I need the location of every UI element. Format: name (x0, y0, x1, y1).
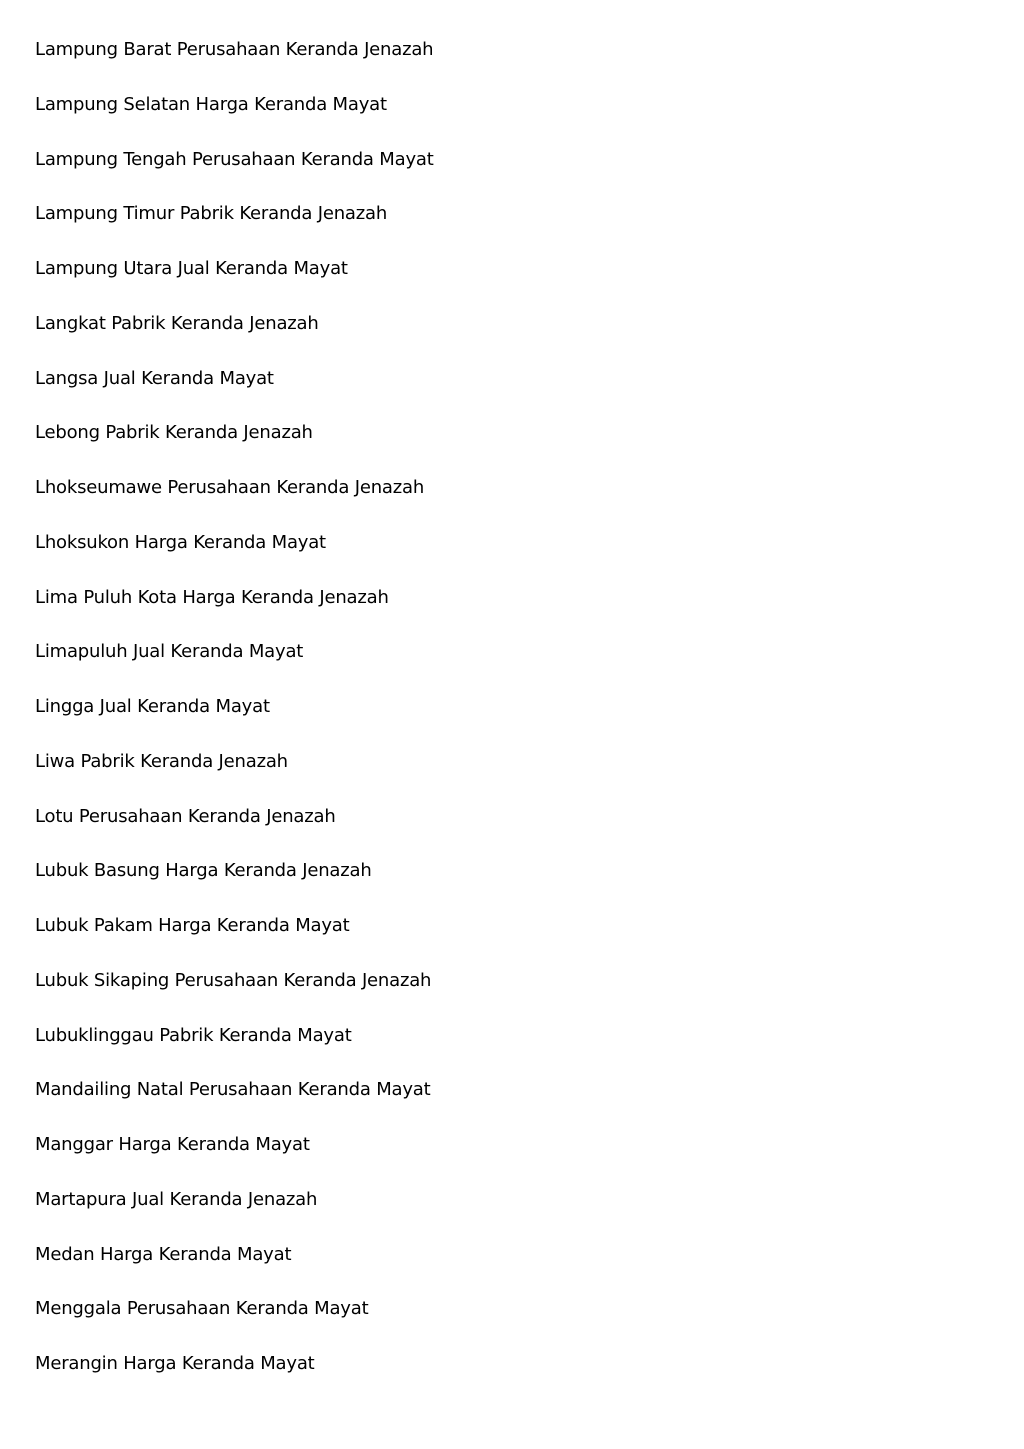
text-line: Lubuklinggau Pabrik Keranda Mayat (35, 1024, 352, 1046)
text-line: Mandailing Natal Perusahaan Keranda Mayat (35, 1079, 431, 1101)
text-line: Limapuluh Jual Keranda Mayat (35, 641, 304, 663)
text-line: Lampung Timur Pabrik Keranda Jenazah (35, 203, 388, 225)
text-line: Lampung Selatan Harga Keranda Mayat (35, 93, 387, 115)
text-line: Lebong Pabrik Keranda Jenazah (35, 422, 313, 444)
text-line: Lubuk Sikaping Perusahaan Keranda Jenazah (35, 969, 432, 991)
text-line: Menggala Perusahaan Keranda Mayat (35, 1298, 369, 1320)
text-line: Lotu Perusahaan Keranda Jenazah (35, 805, 336, 827)
text-line: Langsa Jual Keranda Mayat (35, 367, 274, 389)
text-line-list (35, 36, 434, 1405)
text-line: Lima Puluh Kota Harga Keranda Jenazah (35, 586, 389, 608)
text-line: Manggar Harga Keranda Mayat (35, 1134, 310, 1155)
text-line: Merangin Harga Keranda Mayat (35, 1353, 315, 1374)
text-line: Langkat Pabrik Keranda Jenazah (35, 312, 319, 334)
text-line: Lingga Jual Keranda Mayat (35, 696, 270, 717)
text-line: Martapura Jual Keranda Jenazah (35, 1188, 318, 1210)
text-line: Lubuk Pakam Harga Keranda Mayat (35, 915, 350, 936)
text-line: Lampung Utara Jual Keranda Mayat (35, 258, 348, 279)
text-line: Liwa Pabrik Keranda Jenazah (35, 750, 288, 772)
text-line: Lhokseumawe Perusahaan Keranda Jenazah (35, 477, 425, 498)
text-line: Lampung Tengah Perusahaan Keranda Mayat (35, 148, 434, 170)
text-line: Medan Harga Keranda Mayat (35, 1243, 292, 1265)
text-line: Lampung Barat Perusahaan Keranda Jenazah (35, 39, 434, 60)
text-line: Lhoksukon Harga Keranda Mayat (35, 531, 326, 553)
text-line: Lubuk Basung Harga Keranda Jenazah (35, 860, 372, 882)
